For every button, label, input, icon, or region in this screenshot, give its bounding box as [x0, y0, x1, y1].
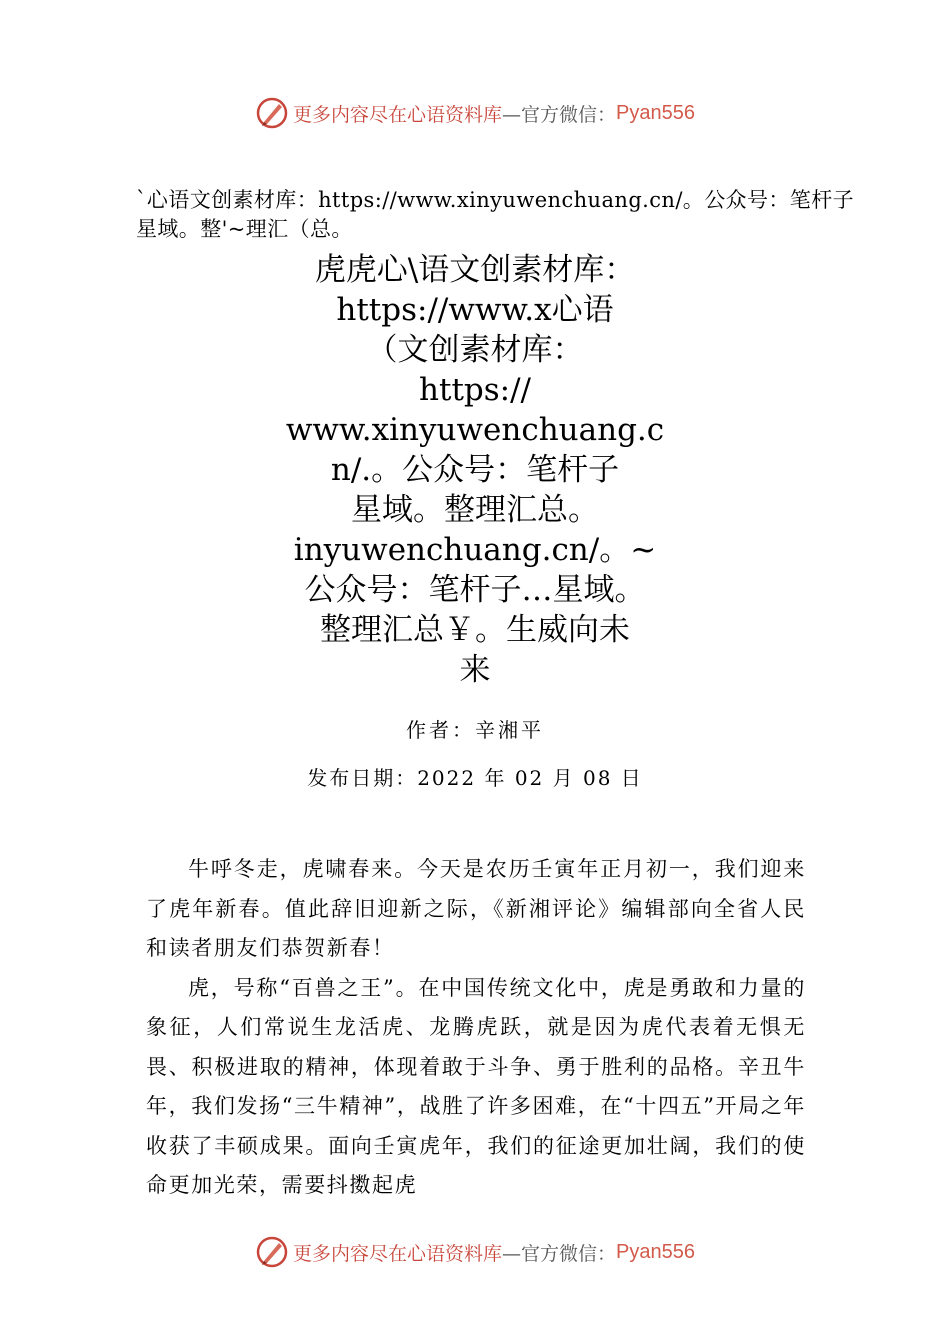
title-line: www.xinyuwenchuang.c	[285, 412, 665, 448]
title-line: inyuwenchuang.cn/。~	[293, 532, 657, 568]
intro-text: `心语文创素材库：https://www.xinyuwenchuang.cn/。公众号：笔杆子星域。整'~理汇（总。	[136, 188, 854, 241]
title-line: 星域。整理汇总。	[351, 492, 599, 528]
article-body	[146, 850, 806, 1206]
publish-date: 发布日期：2022 年 02 月 08 日	[307, 766, 643, 790]
paragraph: 虎，号称“百兽之王”。在中国传统文化中，虎是勇敢和力量的象征，人们常说生龙活虎、龙腾虎跃，就是因为虎代表着无惧无畏、积极进取的精神，体现着敢于斗争、勇于胜利的品格。辛丑牛年，我们发扬“三牛精神”，战胜了许多困难，在“十四五”开局之年收获了丰硕成果。面向壬寅虎年，我们的征途更加壮阔，我们的使命更加光荣，需要抖擞起虎	[146, 975, 806, 1197]
title-line: n/.。公众号：笔杆子	[330, 452, 620, 488]
article-title	[250, 250, 700, 690]
author-line: 作者：辛湘平	[406, 718, 544, 742]
banner-wechat-handle: Pyan556	[616, 1240, 695, 1263]
banner-dark-text: —官方微信：	[502, 103, 617, 126]
pen-logo-icon	[255, 96, 289, 130]
title-line: 来	[459, 652, 491, 688]
paragraph: 牛呼冬走，虎啸春来。今天是农历壬寅年正月初一，我们迎来了虎年新春。值此辞旧迎新之际，《新湘评论》编辑部向全省人民和读者朋友们恭贺新春！	[146, 857, 806, 960]
title-line: 虎虎心\语文创素材库：	[314, 252, 636, 288]
banner-red-text: 更多内容尽在心语资料库	[293, 1242, 503, 1265]
banner-wechat-handle: Pyan556	[616, 101, 695, 124]
banner-red-text: 更多内容尽在心语资料库	[293, 103, 503, 126]
title-line: （文创素材库：	[366, 332, 584, 368]
title-line: https://	[419, 372, 531, 408]
header-banner	[0, 93, 950, 133]
title-line: https://www.x心语	[336, 292, 614, 328]
banner-dark-text: —官方微信：	[502, 1242, 617, 1265]
footer-banner	[0, 1232, 950, 1272]
title-line: 整理汇总￥。生威向未	[320, 612, 630, 648]
pen-logo-icon	[255, 1235, 289, 1269]
title-line: 公众号：笔杆子…星域。	[304, 572, 646, 608]
